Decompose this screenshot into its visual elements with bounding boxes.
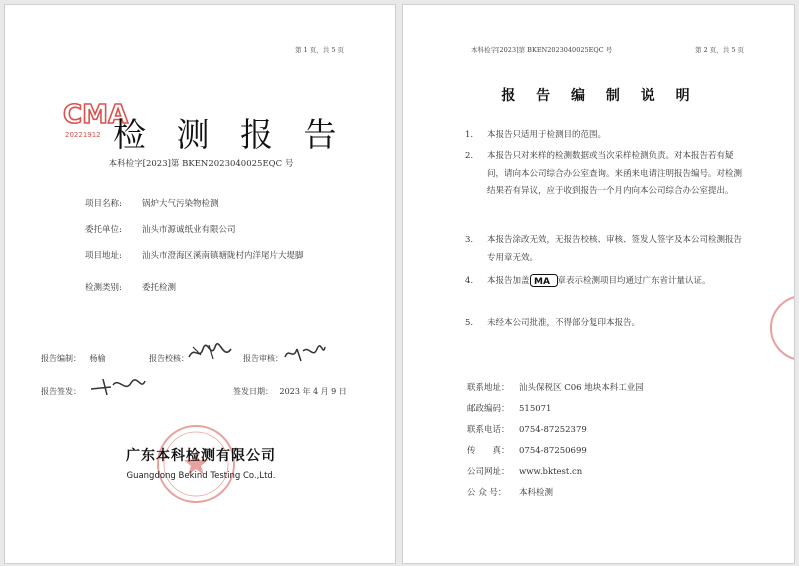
contact-value: www.bktest.cn: [519, 467, 583, 477]
contact-address: [467, 381, 644, 393]
contact-value: 汕头保税区 C06 地块本科工业园: [519, 383, 644, 393]
note-item: [465, 148, 745, 201]
info-label: 项目地址:: [85, 251, 122, 261]
header-report-number: 本科检字[2023]第 BKEN2023040025EQC 号: [471, 46, 613, 54]
page-title: 检 测 报 告: [113, 115, 347, 154]
contact-label: 公 众 号：: [467, 488, 507, 498]
info-value: 汕头市澄海区溪南镇塘陇村内洋尾片大堤脚: [142, 251, 304, 261]
contact-value: 0754-87252379: [519, 425, 587, 435]
note-text: 本报告只对来样的检测数据或当次采样检测负责。对本报告若有疑问，请向本公司综合办公室查询。来函来电请注明报告编号。对检测结果若有异议，应于收到报告一个月内向本公司综合办公室提出。: [487, 151, 743, 196]
note-text-before: 本报告加盖: [487, 276, 530, 286]
issue-date-label: 签发日期：: [233, 387, 273, 396]
notes-title: 报 告 编 制 说 明: [501, 88, 698, 104]
issue-date: [233, 386, 347, 397]
note-text: 本报告涂改无效，无报告校核、审核、签发人签字及本公司检测报告专用章无效。: [487, 235, 743, 263]
contact-postcode: [467, 402, 551, 414]
issue-date-value: 2023 年 4 月 9 日: [279, 387, 347, 396]
svg-text:MA: MA: [533, 277, 550, 287]
info-value: 汕头市源诚纸业有限公司: [142, 225, 236, 235]
checked-by-label: 报告校核：: [149, 354, 189, 363]
note-number: 4.: [465, 276, 474, 286]
info-project-name: [85, 197, 219, 209]
note-number: 2.: [465, 151, 474, 161]
contact-fax: [467, 444, 587, 456]
prepared-name: 杨榆: [89, 354, 106, 363]
contact-label: 邮政编码：: [467, 404, 510, 414]
partial-seal-stamp: [765, 293, 795, 363]
note-item: [465, 273, 745, 291]
cma-logo-text: CMA: [63, 100, 129, 130]
info-project-address: [85, 249, 304, 261]
prepared-label: 报告编制：: [41, 354, 81, 363]
note-item: [465, 127, 745, 145]
info-label: 检测类别:: [85, 283, 122, 293]
note-number: 5.: [465, 318, 474, 328]
contact-value: 本科检测: [519, 488, 554, 498]
reviewed-by-label: 报告审核：: [243, 354, 283, 363]
info-label: 委托单位:: [85, 225, 122, 235]
issuer-signature: [89, 375, 147, 397]
issued-by-label: 报告签发：: [41, 387, 81, 396]
info-client: [85, 223, 236, 235]
page-number: 第 1 页，共 5 页: [295, 46, 345, 54]
company-name-cn: 广东本科检测有限公司: [126, 448, 276, 464]
company-name-en: Guangdong Bekind Testing Co.,Ltd.: [126, 471, 276, 481]
contact-value: 0754-87250699: [519, 446, 587, 456]
info-value: 锅炉大气污染物检测: [142, 199, 219, 209]
info-label: 项目名称:: [85, 199, 122, 209]
contact-value: 515071: [519, 404, 552, 414]
contact-label: 公司网址：: [467, 467, 510, 477]
checker-signature: [187, 341, 235, 365]
contact-label: 联系地址：: [467, 383, 510, 393]
cma-number: 20221912: [65, 131, 101, 139]
note-number: 3.: [465, 235, 474, 245]
note-text: [487, 273, 745, 291]
cma-inline-icon: [530, 274, 558, 287]
note-number: 1.: [465, 130, 474, 140]
report-notes-page: [402, 4, 795, 564]
note-text: 本报告只适用于检测目的范围。: [487, 130, 607, 140]
report-number: 本科检字[2023]第 BKEN2023040025EQC 号: [108, 159, 294, 169]
contact-label: 联系电话：: [467, 425, 510, 435]
note-text: 未经本公司批准，不得部分复印本报告。: [487, 318, 641, 328]
page-number: 第 2 页，共 5 页: [695, 46, 745, 54]
info-test-category: [85, 281, 176, 293]
note-item: [465, 232, 745, 267]
note-text-after: 章表示检测项目均通过广东省计量认证。: [557, 276, 711, 286]
reviewer-signature: [283, 343, 327, 365]
report-cover-page: [4, 4, 396, 564]
contact-label: 传 真：: [467, 446, 510, 456]
contact-wechat: [467, 486, 553, 498]
prepared-by: [41, 353, 106, 364]
contact-phone: [467, 423, 587, 435]
note-item: [465, 315, 745, 333]
contact-website: [467, 465, 582, 477]
info-value: 委托检测: [142, 283, 177, 293]
